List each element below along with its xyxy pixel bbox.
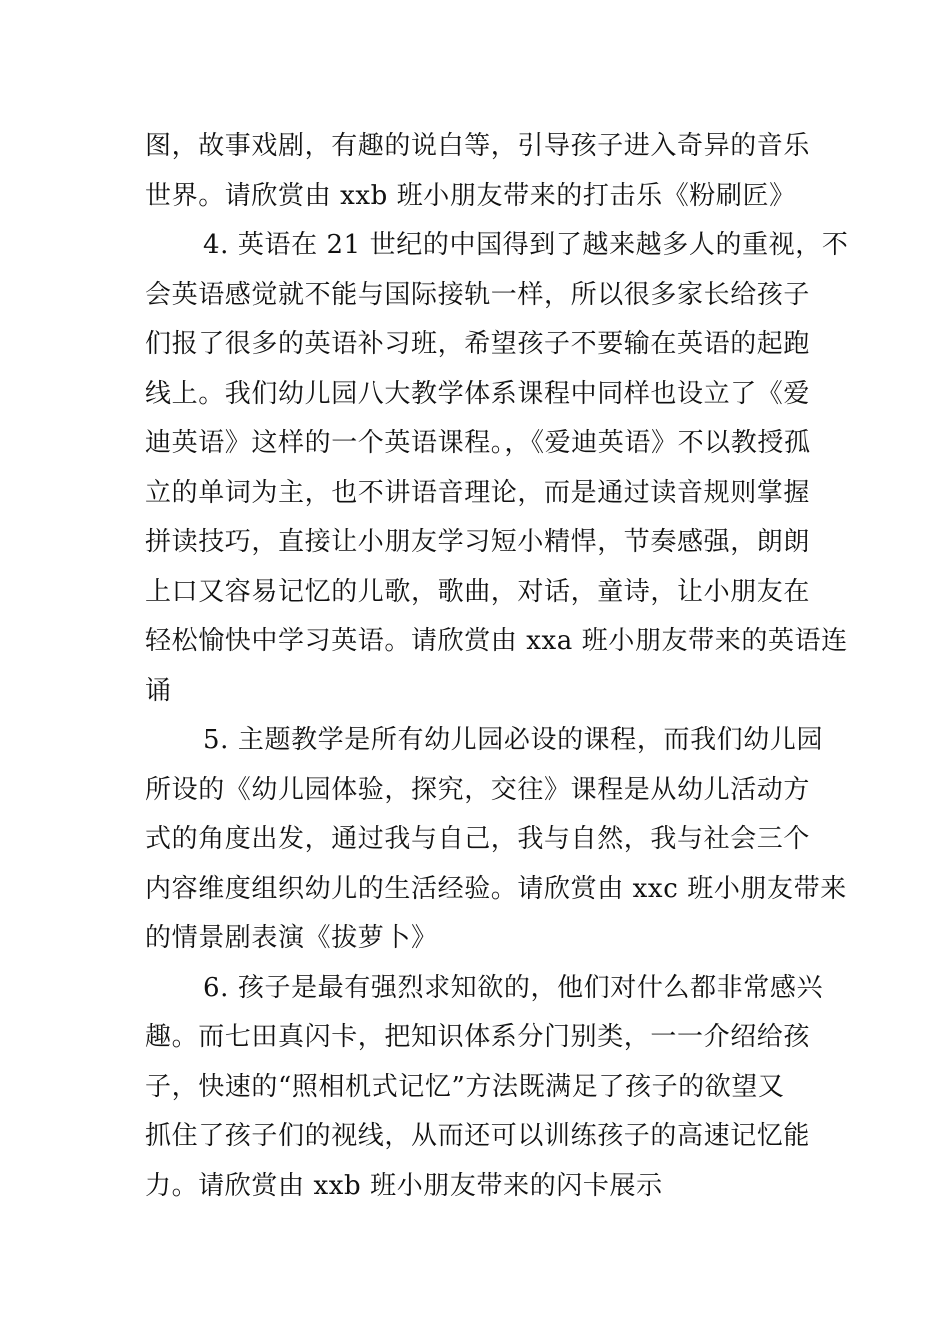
text-line: 世界。请欣赏由 xxb 班小朋友带来的打击乐《粉刷匠》: [145, 180, 796, 211]
text-line: 拼读技巧，直接让小朋友学习短小精悍，节奏感强，朗朗: [145, 527, 811, 557]
text-line: 子，快速的“照相机式记忆”方法既满足了孩子的欲望又: [145, 1071, 785, 1102]
text-line: 图，故事戏剧，有趣的说白等，引导孩子进入奇异的音乐: [145, 131, 811, 161]
paragraph-4: [145, 221, 849, 716]
paragraph-3-continuation: [145, 122, 810, 221]
text-line: 的情景剧表演《拔萝卜》: [145, 923, 438, 953]
text-line: 所设的《幼儿园体验，探究，交往》课程是从幼儿活动方: [145, 774, 811, 805]
text-line: 趣。而七田真闪卡，把知识体系分门别类，一一介绍给孩: [145, 1022, 811, 1052]
text-line: 会英语感觉就不能与国际接轨一样，所以很多家长给孩子: [145, 279, 811, 310]
text-line: 诵: [145, 675, 172, 706]
text-line: 抓住了孩子们的视线，从而还可以训练孩子的高速记忆能: [145, 1121, 811, 1151]
text-line: 轻松愉快中学习英语。请欣赏由 xxa 班小朋友带来的英语连: [145, 626, 848, 656]
text-line: 4. 英语在 21 世纪的中国得到了越来越多人的重视，不: [203, 230, 849, 260]
text-line: 6. 孩子是最有强烈求知欲的，他们对什么都非常感兴: [203, 972, 824, 1003]
text-line: 式的角度出发，通过我与自己，我与自然，我与社会三个: [145, 824, 811, 854]
text-line: 立的单词为主，也不讲语音理论，而是通过读音规则掌握: [145, 477, 811, 508]
text-line: 们报了很多的英语补习班，希望孩子不要输在英语的起跑: [145, 329, 811, 359]
paragraph-6: [145, 964, 824, 1212]
document-page: [145, 122, 849, 1211]
text-line: 内容维度组织幼儿的生活经验。请欣赏由 xxc 班小朋友带来: [145, 873, 847, 904]
text-line: 力。请欣赏由 xxb 班小朋友带来的闪卡展示: [145, 1170, 663, 1201]
text-line: 5. 主题教学是所有幼儿园必设的课程，而我们幼儿园: [203, 725, 824, 755]
text-line: 线上。我们幼儿园八大教学体系课程中同样也设立了《爱: [145, 378, 811, 409]
text-line: 上口又容易记忆的儿歌，歌曲，对话，童诗，让小朋友在: [145, 576, 811, 607]
text-line: 迪英语》这样的一个英语课程。，《爱迪英语》不以教授孤: [145, 428, 811, 458]
paragraph-5: [145, 716, 847, 964]
